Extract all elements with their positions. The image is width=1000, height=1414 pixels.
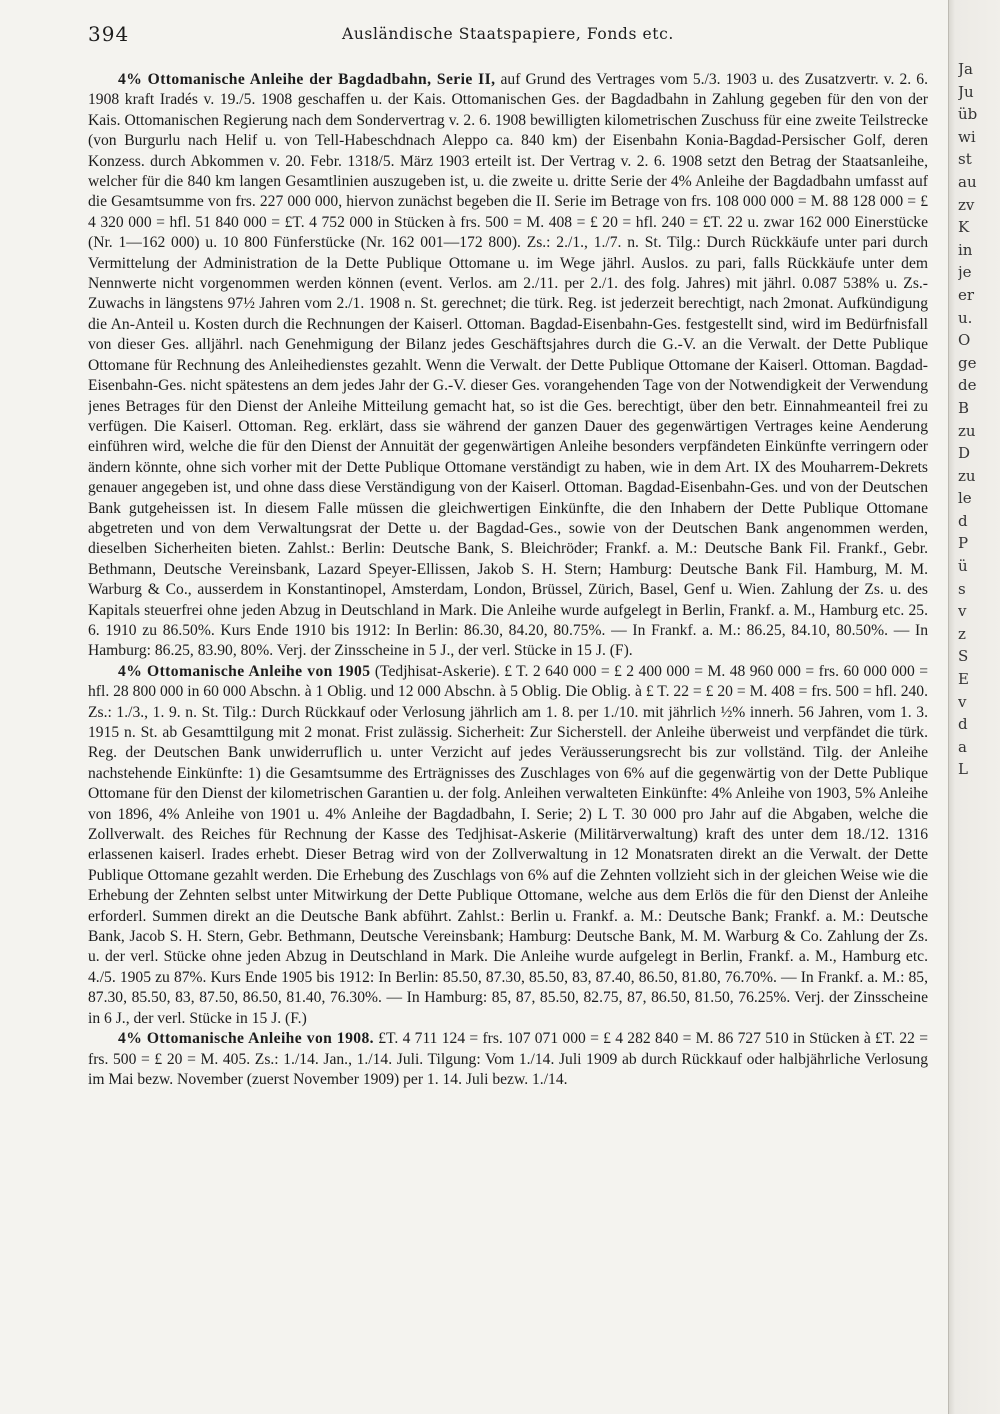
adjacent-page-fragment: O — [958, 331, 971, 350]
adjacent-page-fragment: zu — [958, 466, 976, 485]
entry-title: 4% Ottomanische Anleihe von 1908. — [118, 1030, 374, 1048]
adjacent-page-text — [958, 58, 998, 781]
adjacent-page-fragment: z — [958, 624, 966, 643]
adjacent-page-fragment: E — [958, 670, 969, 689]
adjacent-page-fragment: D — [958, 444, 971, 463]
entry-text: auf Grund des Vertrages vom 5./3. 1903 u. des Zusatzvertr. v. 2. 6. 1908 kraft Iradés v. 19./5. 1908 geschaffen u. der Kais. Ottomanischen Ges. der Bagdadbahn in Zahlung gegeben für den von der Kais. Ottomanischen Regierung nach dem Sondervertrag v. 2. 6. 1908 bewilligten kilometrischen Zuschuss für eine zweite Teilstrecke (von Burgurlu nach Helif u. von Tell-Habeschdnach Aleppo ca. 840 km) der Eisenbahn Konia-Bagdad-Persischer Golf, deren Konzess. durch Abkommen v. 20. Febr. 1318/5. März 1903 erteilt ist. Der Vertrag v. 2. 6. 1908 setzt den Betrag der Staatsanleihe, welcher für die 840 km langen Gesamtlinien auszugeben ist, u. die zweite u. dritte Serie der 4% Anleihe der Bagdadbahn umfasst auf die Gesamtsumme von frs. 227 000 000, hiervon zunächst begeben die II. Serie im Betrage von frs. 108 000 000 = M. 88 128 000 = £ 4 320 000 = hfl. 51 840 000 = £T. 4 752 000 in Stücken à frs. 500 = M. 408 = £ 20 = hfl. 240 = £T. 22 u. zwar 162 000 Einerstücke (Nr. 1—162 000) u. 10 800 Fünferstücke (Nr. 162 001—172 800). Zs.: 2./1., 1./7. n. St. Tilg.: Durch Rückkäufe unter pari durch Vermittelung der Administration de la Dette Publique Ottomane u. im Wege jährl. Auslos. zu pari, falls Rückkäufe unter dem Nennwerte nicht vorgenommen werden können (event. Verlos. am 2./11. per 2./1. des folg. Jahres) mit jährl. 0.087 538% u. Zs.-Zuwachs in längstens 97½ Jahren vom 2./1. 1908 n. St. gerechnet; die türk. Reg. ist jederzeit berechtigt, nach 2monat. Aufkündigung die An-Anteil u. Kosten durch die Rechnungen der Kaiserl. Ottoman. Bagdad-Eisenbahn-Ges. festgestellt sind, wird im Bedürfnisfall von dieser Ges. alljährl. nach Genehmigung der Bilanz jedes Geschäftsjahres durch die G.-V. an die Verwalt. der Dette Publique Ottomane für Rechnung des Anleihedienstes gezahlt. Wenn die Verwalt. der Dette Publique Ottomane der Kaiserl. Ottoman. Bagdad-Eisenbahn-Ges. nicht spätestens an dem jedes Jahr der G.-V. dieser Ges. vorangehenden Tage von der Notwendigkeit der Verwendung jenes Betrages für den Dienst der Anleihe Mitteilung gemacht hat, so ist die Ges. berechtigt, über den betr. Einnahmeanteil frei zu verfügen. Die Kaiserl. Ottoman. Reg. erklärt, dass sie während der ganzen Dauer des gegenwärtigen Vertrages keine Aenderung einführen wird, welche die für den Dienst der Annuität der gegenwärtigen Anleihe besonders verpfändeten Einkünfte verringern oder ändern könnte, ohne sich vorher mit der Dette Publique Ottomane verständigt zu haben, wie in dem Art. IX des Mouharrem-Dekrets genauer angegeben ist, und ohne dass diese Verständigung von der Kaiserl. Ottoman. Bagdad-Eisenbahn-Ges. und von der Deutschen Bank gutgeheissen ist. In diesem Falle müssen die gleichwertigen Einkünfte, die den Inhabern der Dette Publique Ottomane abgetreten und von dem Verwaltungsrat der Dette u. der Bagdad-Ges., sowie von der Deutschen Bank angenommen werden, dieselben Sicherheiten bieten. Zahlst.: Berlin: Deutsche Bank, S. Bleichröder; Frankf. a. M.: Deutsche Bank Fil. Frankf., Gebr. Bethmann, Deutsche Vereinsbank, Lazard Speyer-Ellissen, Jakob S. H. Stern; Hamburg: Deutsche Bank Fil. Hamburg, M. M. Warburg & Co., ausserdem in Konstantinopel, Amsterdam, London, Brüssel, Zürich, Basel, Genf u. Wien. Zahlung der Zs. u. des Kapitals steuerfrei ohne jeden Abzug in Deutschland in Mark. Die Anleihe wurde aufgelegt in Berlin, Frankf. a. M., Hamburg etc. 25. 6. 1910 zu 86.50%. Kurs Ende 1910 bis 1912: In Berlin: 86.30, 84.20, 80.75%. — In Frankf. a. M.: 86.25, 84.10, 80.50%. — In Hamburg: 86.25, 83.90, 80%. Verj. der Zinsscheine in 5 J., der verl. Stücke in 15 J. (F). — [88, 71, 928, 660]
adjacent-page-fragment: ü — [958, 557, 968, 576]
entry-anleihe-1905 — [88, 662, 928, 1029]
adjacent-page-fragment: P — [958, 534, 969, 553]
adjacent-page-fragment: er — [958, 285, 975, 304]
adjacent-page-fragment: v — [958, 692, 967, 711]
adjacent-page-fragment: zu — [958, 421, 976, 440]
adjacent-page-fragment: L — [958, 760, 968, 779]
adjacent-page-fragment: ge — [958, 353, 977, 372]
entry-title: 4% Ottomanische Anleihe von 1905 — [118, 662, 371, 680]
running-title: Ausländische Staatspapiere, Fonds etc. — [342, 25, 674, 43]
entry-text: (Tedjhisat-Askerie). £ T. 2 640 000 = £ 2 400 000 = M. 48 960 000 = frs. 60 000 000 = hfl. 28 800 000 in 60 000 Abschn. à 1 Oblig. und 12 000 Abschn. à 5 Oblig. Die Oblig. à £ T. 22 = £ 20 = M. 408 = frs. 500 = hfl. 240. Zs.: 1./3., 1. 9. n. St. Tilg.: Durch Rückkauf oder Verlosung jährlich am 1. 8. per 1./10. mit jährlich ½% innerh. 56 Jahren, vom 1. 3. 1915 n. St. ab Gesamttilgung mit 2 monat. Frist zulässig. Sicherheit: Zur Sicherstell. der Anleihe überweist und verpfändet die türk. Reg. der Deutschen Bank unwiderruflich u. unter Verzicht auf jedes Veräusserungsrecht bis zur vollständ. Tilg. der Anleihe nachstehende Einkünfte: 1) die Gesamtsumme des Erträgnisses des Zuschlages von 6% auf die gegenwärtig von der Dette Publique Ottomane für den Dienst der kilometrischen Garantien u. der folg. Anleihen verwalteten Einkünfte: 4% Anleihe von 1903, 5% Anleihe von 1896, 4% Anleihe von 1901 u. 4% Anleihe der Bagdadbahn, I. Serie; 2) L T. 30 000 pro Jahr auf die Abgaben, welche die Zollverwalt. des Reiches für Rechnung der Kasse des Tedjhisat-Askerie (Militärverwaltung) kraft des unter dem 18./12. 1316 erlassenen kaiserl. Irades erhebt. Dieser Betrag wird von der Zollverwaltung in 12 Monatsraten direkt an die Verwalt. der Dette Publique Ottomane gezahlt werden. Die Erhebung des Zuschlags von 6% auf die Zehnten vollzieht sich in der gleichen Weise wie die Erhebung der Zehnten selbst unter Mitwirkung der Dette Publique Ottomane, welche aus dem Erlös die für den Dienst der Anleihe erforderl. Summen direkt an die Deutsche Bank abführt. Zahlst.: Berlin u. Frankf. a. M.: Deutsche Bank; Frankf. a. M.: Deutsche Bank, Jacob S. H. Stern, Gebr. Bethmann, Deutsche Vereinsbank; Hamburg: Deutsche Bank, M. M. Warburg & Co. Zahlung der Zs. u. der verl. Stücke ohne jeden Abzug in Deutschland in Mark. Die Anleihe wurde aufgelegt in Berlin, Frankf. a. M., Hamburg etc. 4./5. 1905 zu 87%. Kurs Ende 1905 bis 1912: In Berlin: 85.50, 87.30, 85.50, 83, 87.40, 86.50, 81.80, 76.70%. — In Frankf. a. M.: 85, 87.30, 85.50, 83, 87.50, 86.50, 81.40, 76.30%. — In Hamburg: 85, 87, 85.50, 82.75, 87, 86.50, 81.50, 76.25%. Verj. der Zinsscheine in 6 J., der verl. Stücke in 15 J. (F.) — [88, 662, 928, 1027]
adjacent-page-fragment: Ju — [958, 82, 974, 101]
adjacent-page-fragment: u. — [958, 308, 973, 327]
entry-anleihe-1908 — [88, 1029, 928, 1090]
entry-text: £T. 4 711 124 = frs. 107 071 000 = £ 4 282 840 = M. 86 727 510 in Stücken à £T. 22 = frs. 500 = £ 20 = M. 405. Zs.: 1./14. Jan., 1./14. Juli. Tilgung: Vom 1./14. Juli 1909 ab durch Rückkauf oder halbjährliche Verlosung im Mai bezw. November (zuerst November 1909) per 1. 14. Juli bezw. 1./14. — [88, 1030, 928, 1088]
adjacent-page-fragment: d — [958, 715, 968, 734]
adjacent-page-fragment: le — [958, 489, 972, 508]
adjacent-page-fragment: wi — [958, 127, 976, 146]
entry-bagdadbahn-serie-2 — [88, 70, 928, 662]
adjacent-page-fragment: üb — [958, 105, 978, 124]
adjacent-page-fragment: zv — [958, 195, 975, 214]
adjacent-page-fragment: d — [958, 511, 968, 530]
adjacent-page-fragment: st — [958, 150, 972, 169]
adjacent-page-fragment: a — [958, 737, 967, 756]
adjacent-page-fragment: de — [958, 376, 977, 395]
adjacent-page-fragment: B — [958, 398, 970, 417]
adjacent-page-fragment: in — [958, 240, 973, 259]
adjacent-page-fragment: K — [958, 218, 970, 237]
entry-title: 4% Ottomanische Anleihe der Bagdadbahn, Serie II, — [118, 71, 496, 88]
adjacent-page-fragment: Ja — [958, 60, 973, 78]
adjacent-page-fragment: v — [958, 602, 967, 621]
page-number: 394 — [88, 22, 130, 46]
adjacent-page-fragment: S — [958, 647, 969, 666]
adjacent-page-fragment: je — [958, 263, 972, 282]
body-text — [88, 70, 928, 1400]
adjacent-page-fragment: s — [958, 579, 966, 598]
page-header — [88, 22, 928, 52]
adjacent-page-fragment: au — [958, 172, 977, 191]
